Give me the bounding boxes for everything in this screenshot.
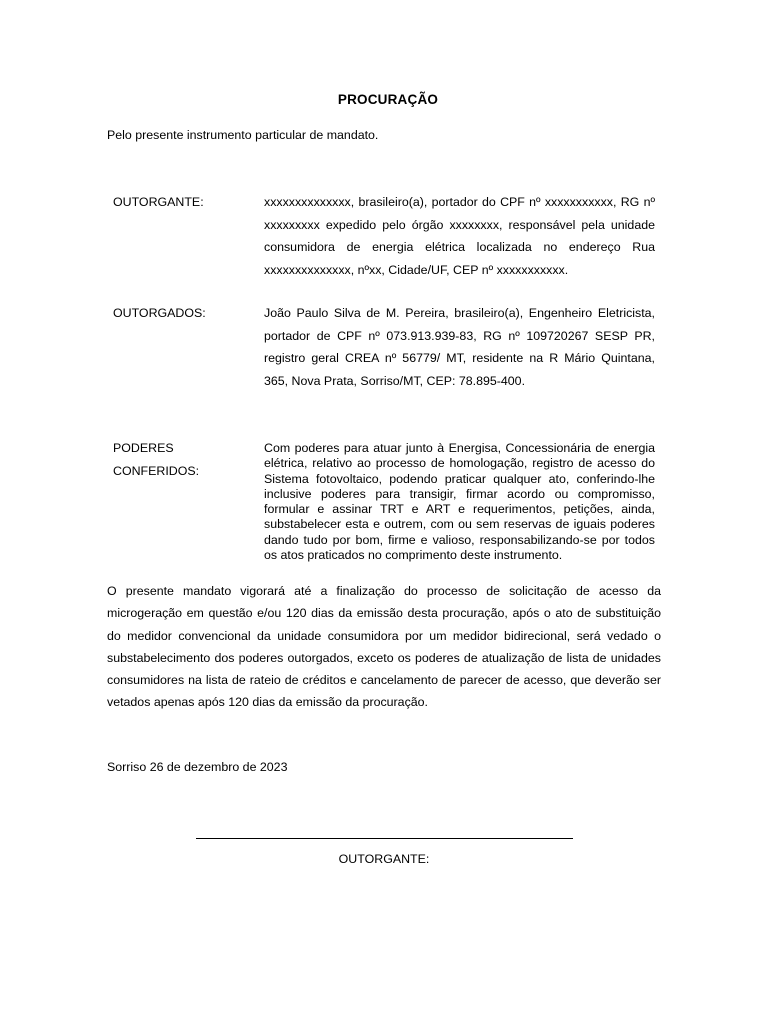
- outorgante-label: OUTORGANTE:: [113, 195, 204, 209]
- poderes-text: Com poderes para atuar junto à Energisa, Concessionária de energia elétrica, relativo ao processo de homologação, registro de acesso do Sistema fotovoltaico, podendo praticar qualquer ato, conferindo-lhe inclusive poderes para transigir, firmar acordo ou compromisso, formular e assinar TRT e ART e requerimentos, petições, ainda, substabelecer esta e outrem, com ou sem reservas de iguais poderes dando tudo por bom, firme e valioso, responsabilizando-se por todos os atos praticados no comprimento deste instrumento.: [264, 441, 655, 563]
- poderes-label-line1: PODERES: [113, 441, 174, 455]
- validity-paragraph: O presente mandato vigorará até a finalização do processo de solicitação de acesso da microgeração em questão e/ou 120 dias da emissão desta procuração, após o ato de substituição do medidor convencional da unidade consumidora por um medidor bidirecional, será vedado o substabelecimento dos poderes outorgados, exceto os poderes de atualização de lista de unidades consumidores na lista de rateio de créditos e cancelamento de parecer de acesso, que deverão ser vetados apenas após 120 dias da emissão da procuração.: [107, 584, 661, 710]
- poderes-section: [264, 441, 655, 563]
- outorgados-label: OUTORGADOS:: [113, 306, 206, 320]
- outorgante-text: xxxxxxxxxxxxxx, brasileiro(a), portador do CPF nº xxxxxxxxxxx, RG nº xxxxxxxxx expedido pelo órgão xxxxxxxx, responsável pela unidade consumidora de energia elétrica localizada no endereço Rua xxxxxxxxxxxxxx, nºxx, Cidade/UF, CEP nº xxxxxxxxxxx.: [264, 195, 655, 277]
- outorgados-section: [264, 302, 655, 392]
- outorgados-text: João Paulo Silva de M. Pereira, brasileiro(a), Engenheiro Eletricista, portador de CPF nº 073.913.939-83, RG nº 109720267 SESP PR, registro geral CREA nº 56779/ MT, residente na R Mário Quintana, 365, Nova Prata, Sorriso/MT, CEP: 78.895-400.: [264, 306, 655, 388]
- signature-label: OUTORGANTE:: [338, 852, 430, 866]
- document-title: PROCURAÇÃO: [337, 92, 439, 107]
- signature-line: [196, 838, 573, 839]
- outorgante-section: [264, 191, 655, 281]
- intro-text: Pelo presente instrumento particular de mandato.: [107, 128, 379, 142]
- poderes-label-line2: CONFERIDOS:: [113, 464, 200, 478]
- date-line: Sorriso 26 de dezembro de 2023: [107, 760, 288, 774]
